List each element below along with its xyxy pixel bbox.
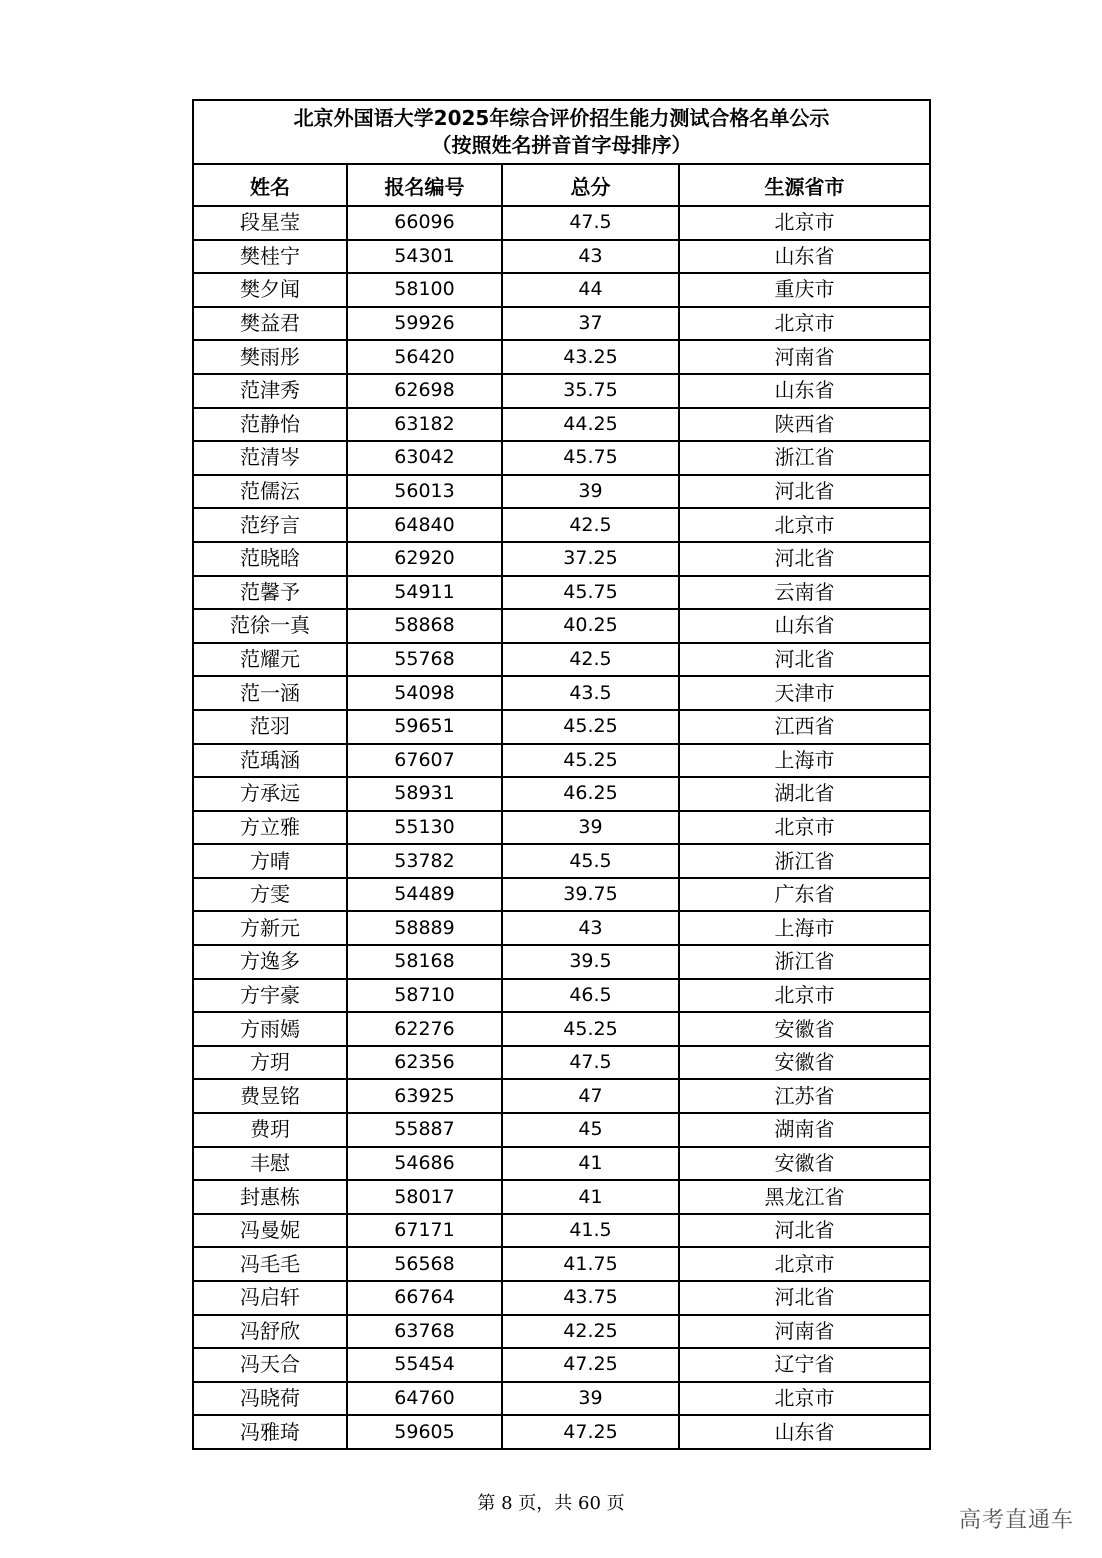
cell-registration-id: 66764 bbox=[347, 1281, 502, 1315]
cell-name: 段星莹 bbox=[194, 206, 347, 240]
table-row bbox=[194, 408, 929, 442]
cell-registration-id: 58100 bbox=[347, 273, 502, 307]
cell-total-score: 45.25 bbox=[502, 744, 679, 778]
cell-registration-id: 54098 bbox=[347, 676, 502, 710]
cell-total-score: 43.75 bbox=[502, 1281, 679, 1315]
cell-registration-id: 55454 bbox=[347, 1348, 502, 1382]
cell-registration-id: 58931 bbox=[347, 777, 502, 811]
table-row bbox=[194, 542, 929, 576]
cell-name: 范耀元 bbox=[194, 643, 347, 677]
cell-province: 浙江省 bbox=[679, 441, 929, 475]
column-header-registration-id: 报名编号 bbox=[347, 165, 502, 206]
cell-total-score: 45.25 bbox=[502, 1012, 679, 1046]
cell-province: 湖北省 bbox=[679, 777, 929, 811]
cell-registration-id: 54301 bbox=[347, 240, 502, 274]
table-row bbox=[194, 710, 929, 744]
cell-registration-id: 59605 bbox=[347, 1415, 502, 1448]
document-subtitle: （按照姓名拼音首字母排序） bbox=[431, 133, 692, 157]
cell-total-score: 45 bbox=[502, 1113, 679, 1147]
cell-registration-id: 62356 bbox=[347, 1046, 502, 1080]
cell-province: 河北省 bbox=[679, 542, 929, 576]
cell-registration-id: 64760 bbox=[347, 1382, 502, 1416]
table-row bbox=[194, 878, 929, 912]
cell-registration-id: 63768 bbox=[347, 1315, 502, 1349]
cell-province: 重庆市 bbox=[679, 273, 929, 307]
cell-total-score: 47.5 bbox=[502, 1046, 679, 1080]
cell-total-score: 46.25 bbox=[502, 777, 679, 811]
table-row bbox=[194, 1348, 929, 1382]
table-row bbox=[194, 744, 929, 778]
column-header-total-score: 总分 bbox=[502, 165, 679, 206]
table-row bbox=[194, 911, 929, 945]
cell-name: 丰慰 bbox=[194, 1147, 347, 1181]
cell-province: 北京市 bbox=[679, 508, 929, 542]
cell-total-score: 41.75 bbox=[502, 1247, 679, 1281]
cell-registration-id: 58017 bbox=[347, 1180, 502, 1214]
cell-name: 冯雅琦 bbox=[194, 1415, 347, 1448]
cell-name: 封惠栋 bbox=[194, 1180, 347, 1214]
table-row bbox=[194, 1147, 929, 1181]
cell-name: 樊雨彤 bbox=[194, 340, 347, 374]
table-row bbox=[194, 441, 929, 475]
cell-province: 黑龙江省 bbox=[679, 1180, 929, 1214]
table-row bbox=[194, 1046, 929, 1080]
cell-total-score: 37.25 bbox=[502, 542, 679, 576]
cell-registration-id: 62276 bbox=[347, 1012, 502, 1046]
table-row bbox=[194, 475, 929, 509]
cell-total-score: 43 bbox=[502, 911, 679, 945]
cell-total-score: 45.75 bbox=[502, 441, 679, 475]
cell-name: 范一涵 bbox=[194, 676, 347, 710]
cell-province: 北京市 bbox=[679, 206, 929, 240]
cell-registration-id: 58868 bbox=[347, 609, 502, 643]
table-row bbox=[194, 273, 929, 307]
cell-name: 冯启轩 bbox=[194, 1281, 347, 1315]
cell-registration-id: 56013 bbox=[347, 475, 502, 509]
cell-total-score: 40.25 bbox=[502, 609, 679, 643]
cell-province: 上海市 bbox=[679, 911, 929, 945]
cell-registration-id: 58889 bbox=[347, 911, 502, 945]
page-number: 第 8 页，共 60 页 bbox=[477, 1493, 625, 1514]
cell-province: 山东省 bbox=[679, 609, 929, 643]
admission-list-table bbox=[192, 99, 931, 1450]
cell-province: 北京市 bbox=[679, 1382, 929, 1416]
cell-registration-id: 56420 bbox=[347, 340, 502, 374]
cell-registration-id: 58168 bbox=[347, 945, 502, 979]
table-row bbox=[194, 340, 929, 374]
table-row bbox=[194, 1315, 929, 1349]
table-row bbox=[194, 1079, 929, 1113]
cell-province: 河北省 bbox=[679, 643, 929, 677]
cell-registration-id: 56568 bbox=[347, 1247, 502, 1281]
cell-name: 方新元 bbox=[194, 911, 347, 945]
cell-province: 河北省 bbox=[679, 475, 929, 509]
cell-registration-id: 59926 bbox=[347, 307, 502, 341]
cell-province: 陕西省 bbox=[679, 408, 929, 442]
cell-total-score: 43 bbox=[502, 240, 679, 274]
cell-total-score: 47.5 bbox=[502, 206, 679, 240]
cell-registration-id: 55768 bbox=[347, 643, 502, 677]
cell-name: 范晓晗 bbox=[194, 542, 347, 576]
cell-name: 冯曼妮 bbox=[194, 1214, 347, 1248]
watermark-text: 高考直通车 bbox=[958, 1508, 1074, 1533]
table-row bbox=[194, 945, 929, 979]
table-row bbox=[194, 508, 929, 542]
cell-total-score: 39 bbox=[502, 475, 679, 509]
cell-total-score: 41.5 bbox=[502, 1214, 679, 1248]
table-row bbox=[194, 844, 929, 878]
cell-province: 广东省 bbox=[679, 878, 929, 912]
cell-name: 范儒沄 bbox=[194, 475, 347, 509]
cell-name: 范瑀涵 bbox=[194, 744, 347, 778]
cell-registration-id: 54686 bbox=[347, 1147, 502, 1181]
cell-registration-id: 58710 bbox=[347, 979, 502, 1013]
header-row bbox=[194, 165, 929, 206]
table-row bbox=[194, 1012, 929, 1046]
cell-total-score: 45.75 bbox=[502, 576, 679, 610]
cell-total-score: 47 bbox=[502, 1079, 679, 1113]
cell-province: 浙江省 bbox=[679, 844, 929, 878]
table-row bbox=[194, 1281, 929, 1315]
cell-province: 江西省 bbox=[679, 710, 929, 744]
cell-province: 山东省 bbox=[774, 1419, 835, 1444]
column-header-province: 生源省市 bbox=[679, 165, 929, 206]
table-row bbox=[194, 777, 929, 811]
cell-province: 江苏省 bbox=[679, 1079, 929, 1113]
cell-province: 安徽省 bbox=[679, 1012, 929, 1046]
cell-registration-id: 63925 bbox=[347, 1079, 502, 1113]
cell-name: 方承远 bbox=[194, 777, 347, 811]
cell-province: 安徽省 bbox=[679, 1046, 929, 1080]
cell-name: 方雯 bbox=[194, 878, 347, 912]
results-table bbox=[194, 165, 929, 1448]
cell-name: 范静怡 bbox=[194, 408, 347, 442]
table-row bbox=[194, 307, 929, 341]
cell-name: 方宇豪 bbox=[194, 979, 347, 1013]
cell-name: 樊益君 bbox=[194, 307, 347, 341]
cell-name: 范徐一真 bbox=[194, 609, 347, 643]
cell-registration-id: 67607 bbox=[347, 744, 502, 778]
cell-total-score: 47.25 bbox=[502, 1348, 679, 1382]
cell-name: 樊桂宁 bbox=[194, 240, 347, 274]
cell-total-score: 42.25 bbox=[502, 1315, 679, 1349]
cell-registration-id: 62920 bbox=[347, 542, 502, 576]
cell-name: 冯毛毛 bbox=[194, 1247, 347, 1281]
cell-registration-id: 53782 bbox=[347, 844, 502, 878]
cell-total-score: 45.25 bbox=[502, 710, 679, 744]
cell-name: 范馨予 bbox=[194, 576, 347, 610]
cell-total-score: 42.5 bbox=[502, 643, 679, 677]
cell-province: 河北省 bbox=[679, 1281, 929, 1315]
cell-name: 范津秀 bbox=[194, 374, 347, 408]
table-row bbox=[194, 206, 929, 240]
cell-name: 冯舒欣 bbox=[194, 1315, 347, 1349]
cell-name: 费玥 bbox=[194, 1113, 347, 1147]
cell-total-score: 39.5 bbox=[502, 945, 679, 979]
cell-total-score: 46.5 bbox=[502, 979, 679, 1013]
cell-name: 方逸多 bbox=[194, 945, 347, 979]
cell-province: 山东省 bbox=[679, 240, 929, 274]
table-row bbox=[194, 1415, 929, 1448]
cell-total-score: 43.5 bbox=[502, 676, 679, 710]
cell-province: 湖南省 bbox=[679, 1113, 929, 1147]
cell-registration-id: 67171 bbox=[347, 1214, 502, 1248]
cell-total-score: 35.75 bbox=[502, 374, 679, 408]
cell-province: 云南省 bbox=[679, 576, 929, 610]
cell-name: 冯晓荷 bbox=[194, 1382, 347, 1416]
cell-name: 范羽 bbox=[194, 710, 347, 744]
table-body bbox=[194, 206, 929, 1448]
title-block bbox=[194, 101, 929, 165]
cell-total-score: 41 bbox=[502, 1147, 679, 1181]
cell-registration-id: 55887 bbox=[347, 1113, 502, 1147]
table-row bbox=[194, 1113, 929, 1147]
cell-total-score: 39 bbox=[502, 1382, 679, 1416]
table-row bbox=[194, 1180, 929, 1214]
column-header-name: 姓名 bbox=[194, 165, 347, 206]
cell-province: 北京市 bbox=[679, 1247, 929, 1281]
table-row bbox=[194, 1214, 929, 1248]
table-row bbox=[194, 1382, 929, 1416]
cell-province: 北京市 bbox=[679, 811, 929, 845]
cell-registration-id: 54911 bbox=[347, 576, 502, 610]
table-row bbox=[194, 576, 929, 610]
table-row bbox=[194, 240, 929, 274]
cell-name: 费昱铭 bbox=[194, 1079, 347, 1113]
cell-registration-id: 66096 bbox=[347, 206, 502, 240]
cell-total-score: 41 bbox=[502, 1180, 679, 1214]
cell-total-score: 37 bbox=[502, 307, 679, 341]
cell-name: 方雨嫣 bbox=[194, 1012, 347, 1046]
table-row bbox=[194, 676, 929, 710]
cell-province: 浙江省 bbox=[679, 945, 929, 979]
cell-registration-id: 59651 bbox=[347, 710, 502, 744]
cell-province: 河北省 bbox=[679, 1214, 929, 1248]
cell-total-score: 44 bbox=[502, 273, 679, 307]
cell-province: 北京市 bbox=[679, 307, 929, 341]
cell-province: 山东省 bbox=[679, 374, 929, 408]
table-row bbox=[194, 811, 929, 845]
cell-name: 冯天合 bbox=[194, 1348, 347, 1382]
table-row bbox=[194, 374, 929, 408]
cell-name: 方晴 bbox=[194, 844, 347, 878]
document-title: 北京外国语大学2025年综合评价招生能力测试合格名单公示 bbox=[293, 106, 830, 130]
cell-province: 辽宁省 bbox=[679, 1348, 929, 1382]
cell-registration-id: 64840 bbox=[347, 508, 502, 542]
cell-province: 河南省 bbox=[679, 340, 929, 374]
cell-name: 范纾言 bbox=[194, 508, 347, 542]
table-row bbox=[194, 1247, 929, 1281]
cell-total-score: 44.25 bbox=[502, 408, 679, 442]
cell-total-score: 43.25 bbox=[502, 340, 679, 374]
cell-total-score: 47.25 bbox=[502, 1415, 679, 1448]
cell-registration-id: 63182 bbox=[347, 408, 502, 442]
cell-total-score: 45.5 bbox=[502, 844, 679, 878]
cell-registration-id: 55130 bbox=[347, 811, 502, 845]
cell-name: 樊夕闻 bbox=[194, 273, 347, 307]
table-row bbox=[194, 609, 929, 643]
cell-province: 河南省 bbox=[679, 1315, 929, 1349]
cell-registration-id: 62698 bbox=[347, 374, 502, 408]
cell-province: 天津市 bbox=[679, 676, 929, 710]
cell-total-score: 42.5 bbox=[502, 508, 679, 542]
cell-name: 方玥 bbox=[194, 1046, 347, 1080]
table-row bbox=[194, 643, 929, 677]
cell-registration-id: 54489 bbox=[347, 878, 502, 912]
cell-province: 安徽省 bbox=[679, 1147, 929, 1181]
cell-name: 范清岑 bbox=[194, 441, 347, 475]
table-row bbox=[194, 979, 929, 1013]
cell-total-score: 39 bbox=[502, 811, 679, 845]
cell-province: 上海市 bbox=[679, 744, 929, 778]
cell-province: 北京市 bbox=[679, 979, 929, 1013]
cell-registration-id: 63042 bbox=[347, 441, 502, 475]
cell-total-score: 39.75 bbox=[502, 878, 679, 912]
cell-name: 方立雅 bbox=[194, 811, 347, 845]
